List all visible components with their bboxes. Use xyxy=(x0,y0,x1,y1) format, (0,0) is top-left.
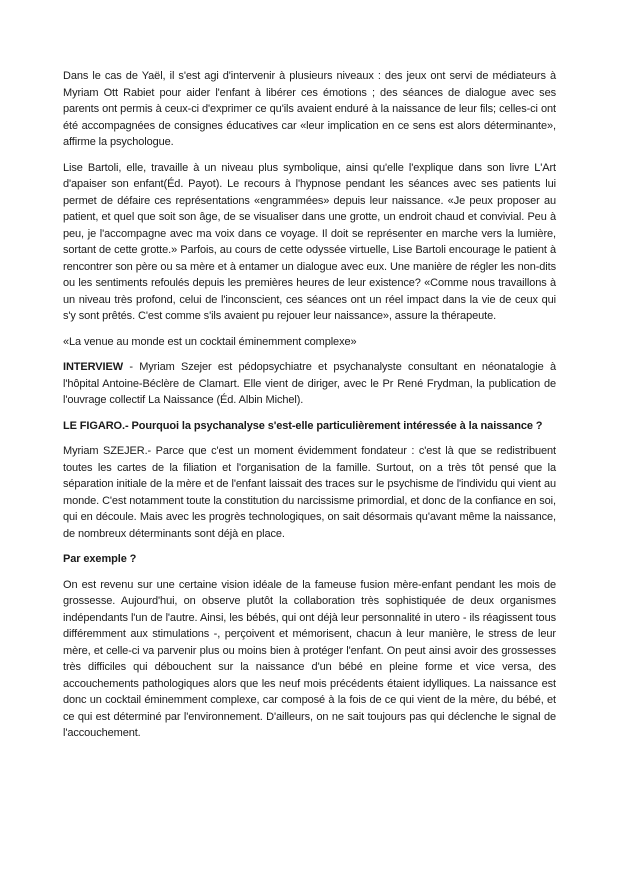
paragraph-lise-bartoli: Lise Bartoli, elle, travaille à un niveau plus symbolique, ainsi qu'elle l'explique dans son livre L'Art d'apaiser son enfant(Éd. Payot). Le recours à l'hypnose pendant les séances avec ses patients lui permet de défaire ces représentations «engrammées» depuis leur naissance. «Je peux proposer au patient, et quel que soit son âge, de se visualiser dans une grotte, un endroit chaud et convivial. Peu à peu, je l'accompagne avec ma voix dans ce voyage. Il doit se représenter en marche vers la lumière, sortant de cette grotte.» Parfois, au cours de cette odyssée virtuelle, Lise Bartoli encourage le patient à rencontrer son père ou sa mère et à entamer un dialogue avec eux. Une manière de régler les non-dits ou les sentiments refoulés depuis les premières heures de leur existence? «Comme nous travaillons à un niveau très profond, celui de l'inconscient, ces séances ont un réel impact dans la vie de ceux qui s'y sont prêtés. C'est comme s'ils avaient pu rejouer leur naissance», assure la thérapeute. xyxy=(63,161,556,322)
question-le-figaro: LE FIGARO.- Pourquoi la psychanalyse s'est-elle particulièrement intéressée à la naissance ? xyxy=(63,419,543,432)
paragraph-szejer-answer-1: Myriam SZEJER.- Parce que c'est un moment évidemment fondateur : c'est là que se redistribuent toutes les cartes de la filiation et l'organisation de la famille. Surtout, on a très tôt pensé que la séparation initiale de la mère et de l'enfant laissait des traces sur le psychisme de l'individu qui vient au monde. C'est notamment toute la constitution du narcissisme primordial, et donc de la confiance en soi, qui en découle. Mais avec les progrès technologiques, on sait désormais qu'avant même la naissance, de nombreux déterminants sont déjà en place. xyxy=(63,445,556,540)
interview-intro-text: - Myriam Szejer est pédopsychiatre et psychanalyste consultant en néonatalogie à l'hôpital Antoine-Béclère de Clamart. Elle vient de diriger, avec le Pr René Frydman, la publication de l'ouvrage collectif La Naissance (Éd. Albin Michel). xyxy=(63,361,556,406)
paragraph-szejer-answer-2: On est revenu sur une certaine vision idéale de la fameuse fusion mère-enfant pendant les mois de grossesse. Aujourd'hui, on observe plutôt la collaboration très sophistiquée de deux organismes indépendants l'un de l'autre. Ainsi, les bébés, qui ont déjà leur personnalité in utero - ils réagissent tous différemment aux stimulations -, perçoivent et mémorisent, chacun à leur manière, le stress de leur mère, et celle-ci va parvenir plus ou moins bien à protéger l'enfant. On peut ainsi avoir des grossesses très difficiles qui débouchent sur la naissance d'un bébé en pleine forme et vice versa, des accouchements pathologiques alors que les neuf mois précédents étaient idylliques. La naissance est donc un cocktail éminemment complexe, car composé à la fois de ce qui vient de la mère, du bébé, et ce qui est déterminé par l'environnement. D'ailleurs, on ne sait toujours pas qui déclenche le signal de l'accouchement. xyxy=(63,578,556,739)
interview-label: INTERVIEW xyxy=(63,361,124,373)
document-content xyxy=(63,68,556,751)
paragraph-case-yael: Dans le cas de Yaël, il s'est agi d'intervenir à plusieurs niveaux : des jeux ont servi de médiateurs à Myriam Ott Rabiet pour aider l'enfant à libérer ces émotions ; des séances de dialogue avec ses parents ont permis à ceux-ci d'exprimer ce qu'ils avaient enduré à la naissance de leur fils; celles-ci ont été accompagnées de consignes éducatives car «leur implication en ce sens est alors déterminante», affirme la psychologue. xyxy=(63,70,556,148)
question-par-exemple: Par exemple ? xyxy=(63,553,137,565)
paragraph-subheading-cocktail: «La venue au monde est un cocktail éminemment complexe» xyxy=(63,335,357,348)
paragraph-interview-intro xyxy=(63,359,556,409)
